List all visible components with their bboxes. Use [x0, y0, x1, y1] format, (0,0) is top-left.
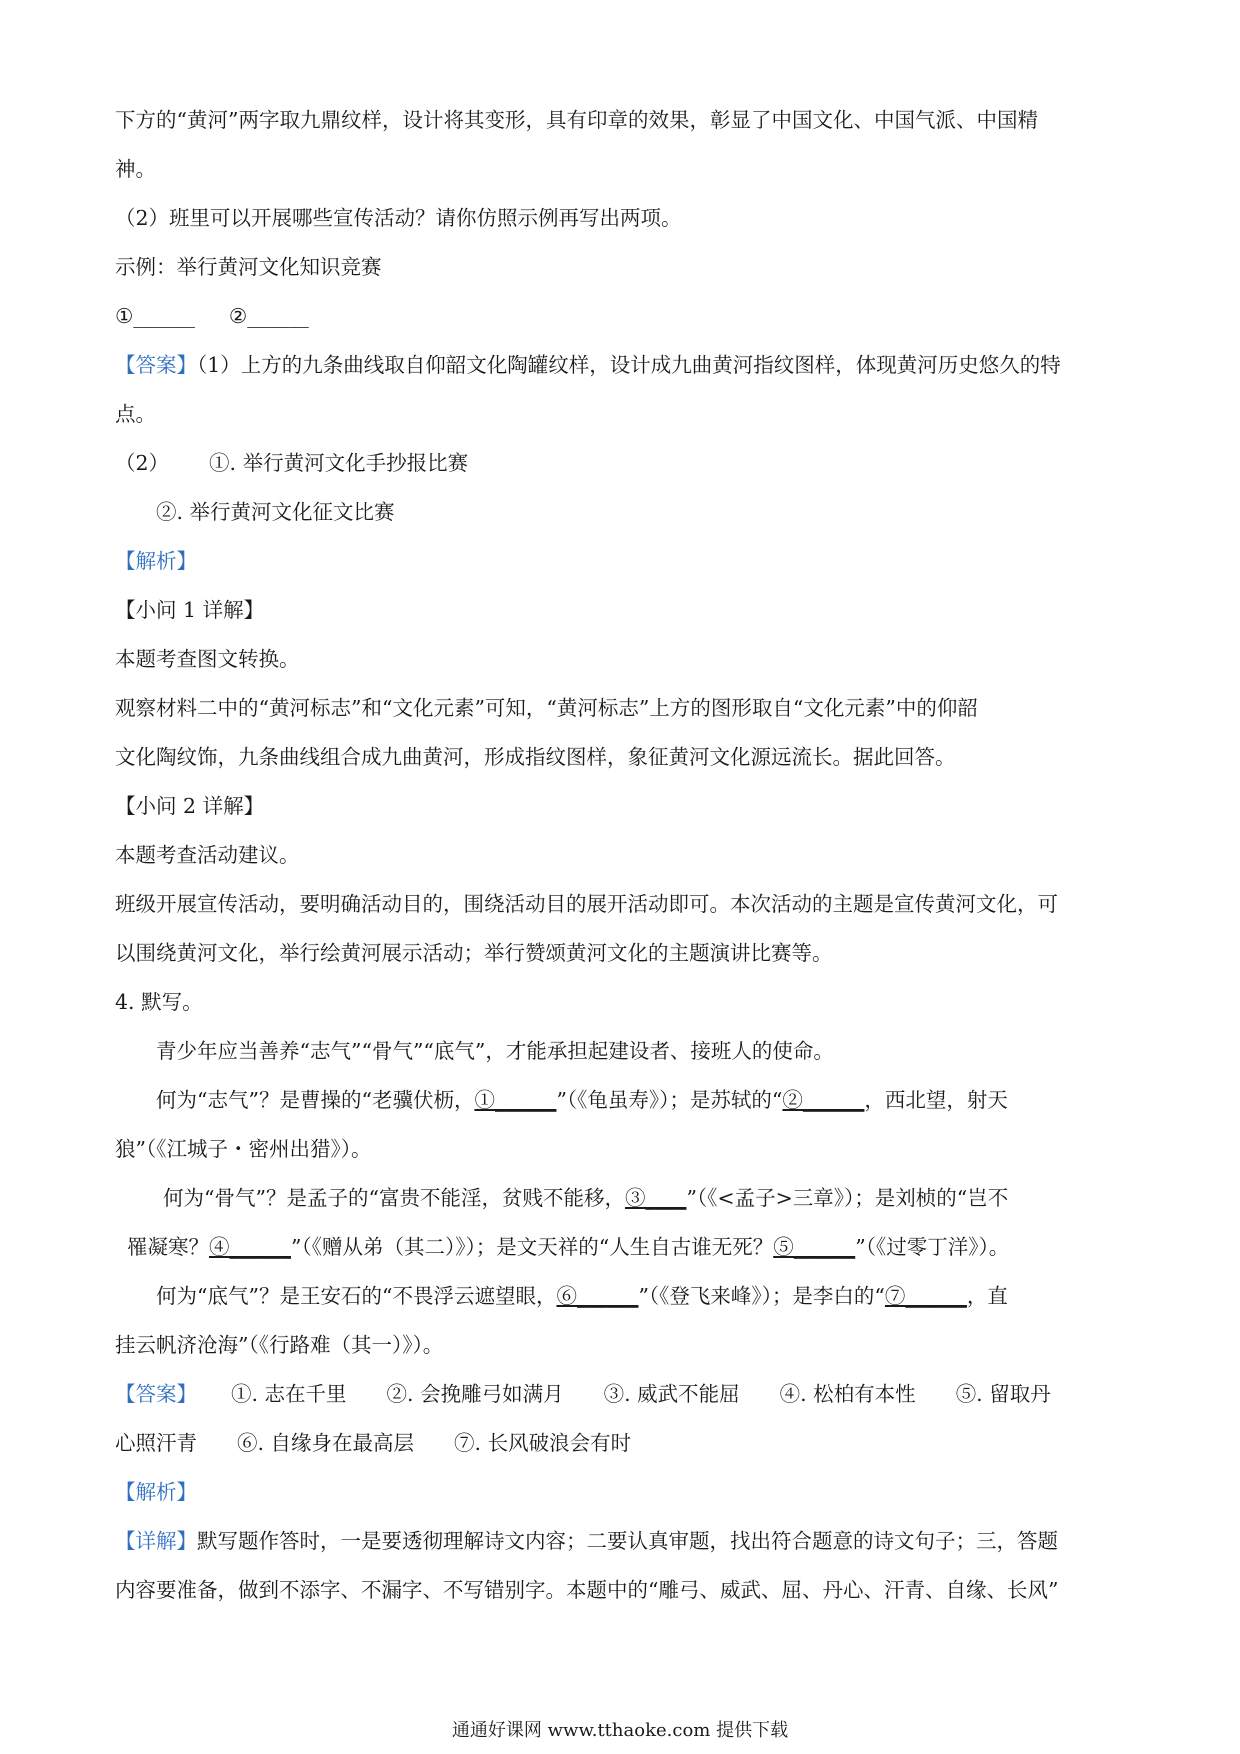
text-line: 本题考查活动建议。 [115, 843, 300, 867]
sub-question-1-title: 【小问 1 详解】 [115, 598, 265, 622]
blank-5: ⑤______ [773, 1235, 856, 1259]
detail-text: 默写题作答时，一是要透彻理解诗文内容；二要认真审题，找出符合题意的诗文句子；三，答题 [197, 1529, 1058, 1553]
answer-label: 【答案】 [115, 353, 197, 377]
text-line [115, 1223, 1125, 1272]
answer-item-line [115, 439, 1125, 488]
answer-4: ④. 松柏有本性 [779, 1382, 916, 1406]
blank-4: ④______ [209, 1235, 291, 1259]
answer-text: （1）上方的九条曲线取自仰韶文化陶罐纹样，设计成九曲黄河指纹图样，体现黄河历史悠久的特 [197, 353, 1061, 377]
blank-2: ②______ [782, 1088, 865, 1112]
text-line [115, 1272, 1125, 1321]
question-2-prompt: （2）班里可以开展哪些宣传活动？请你仿照示例再写出两项。 [115, 206, 682, 230]
answer-item-2: ②. 举行黄河文化征文比赛 [156, 500, 395, 524]
text-line: 班级开展宣传活动，要明确活动目的，围绕活动目的展开活动即可。本次活动的主题是宣传黄河文化，可 [115, 892, 1058, 916]
analysis-label: 【解析】 [115, 1480, 197, 1504]
answer-5-cont: 心照汗青 [115, 1431, 197, 1455]
answer-line [115, 1419, 1125, 1468]
answer-3: ③. 威武不能屈 [603, 1382, 740, 1406]
example-line: 示例：举行黄河文化知识竞赛 [115, 255, 382, 279]
text-line: 狼”（《江城子・密州出猎》）。 [115, 1137, 372, 1161]
text-span: ”（《过零丁洋》）。 [855, 1235, 1010, 1259]
text-span: ”（《龟虽寿》）；是苏轼的“ [556, 1088, 783, 1112]
analysis-label: 【解析】 [115, 549, 197, 573]
text-line: 点。 [115, 402, 156, 426]
footer: 通通好课网 www.tthaoke.com 提供下载 [451, 1720, 789, 1741]
detail-line [115, 1517, 1125, 1566]
text-span: ，直 [966, 1284, 1008, 1308]
answer-line [115, 1370, 1125, 1419]
answer-item-prefix: （2） [115, 451, 170, 475]
text-line [115, 1076, 1125, 1125]
document-body [115, 96, 1125, 1615]
blank-2: ②______ [228, 304, 309, 328]
text-span: ”（《登飞来峰》）；是李白的“ [638, 1284, 885, 1308]
answer-6: ⑥. 自缘身在最高层 [237, 1431, 415, 1455]
text-line: 挂云帆济沧海”（《行路难（其一）》）。 [115, 1333, 444, 1357]
blank-6: ⑥______ [556, 1284, 639, 1308]
text-line: 下方的“黄河”两字取九鼎纹样，设计将其变形，具有印章的效果，彰显了中国文化、中国气派、中国精 [115, 108, 1038, 132]
text-line: 神。 [115, 157, 156, 181]
blank-line [115, 292, 1125, 341]
text-span: ，西北望，射天 [864, 1088, 1008, 1112]
text-span: 何为“底气”？是王安石的“不畏浮云遮望眼， [156, 1284, 557, 1308]
text-span: 罹凝寒？ [127, 1235, 209, 1259]
blank-7: ⑦______ [884, 1284, 967, 1308]
answer-label: 【答案】 [115, 1382, 197, 1406]
text-line [115, 1174, 1125, 1223]
answer-1: ①. 志在千里 [231, 1382, 347, 1406]
text-span: 何为“骨气”？是孟子的“富贵不能淫，贫贱不能移， [163, 1186, 625, 1210]
answer-item-1: ①. 举行黄河文化手抄报比赛 [209, 451, 469, 475]
answer-line [115, 341, 1125, 390]
text-span: 何为“志气”？是曹操的“老骥伏枥， [156, 1088, 475, 1112]
text-span: ”（《赠从弟（其二）》）；是文天祥的“人生自古谁无死？ [291, 1235, 774, 1259]
text-line: 本题考查图文转换。 [115, 647, 300, 671]
sub-question-2-title: 【小问 2 详解】 [115, 794, 265, 818]
blank-3: ③____ [624, 1186, 687, 1210]
answer-7: ⑦. 长风破浪会有时 [454, 1431, 632, 1455]
detail-label: 【详解】 [115, 1529, 197, 1553]
blank-1: ①______ [115, 304, 195, 328]
text-line: 内容要准备，做到不添字、不漏字、不写错别字。本题中的“雕弓、威武、屈、丹心、汗青、自缘、长风” [115, 1578, 1059, 1602]
text-line: 文化陶纹饰，九条曲线组合成九曲黄河，形成指纹图样，象征黄河文化源远流长。据此回答。 [115, 745, 956, 769]
question-4-intro: 青少年应当善养“志气”“骨气”“底气”，才能承担起建设者、接班人的使命。 [156, 1039, 834, 1063]
text-line: 以围绕黄河文化，举行绘黄河展示活动；举行赞颂黄河文化的主题演讲比赛等。 [115, 941, 833, 965]
blank-1: ①______ [474, 1088, 557, 1112]
text-line: 观察材料二中的“黄河标志”和“文化元素”可知，“黄河标志”上方的图形取自“文化元素”中的仰韶 [115, 696, 978, 720]
question-4-title: 4. 默写。 [115, 990, 203, 1014]
answer-2: ②. 会挽雕弓如满月 [386, 1382, 564, 1406]
answer-5: ⑤. 留取丹 [955, 1382, 1051, 1406]
text-span: ”（《<孟子>三章》）；是刘桢的“岂不 [686, 1186, 1009, 1210]
